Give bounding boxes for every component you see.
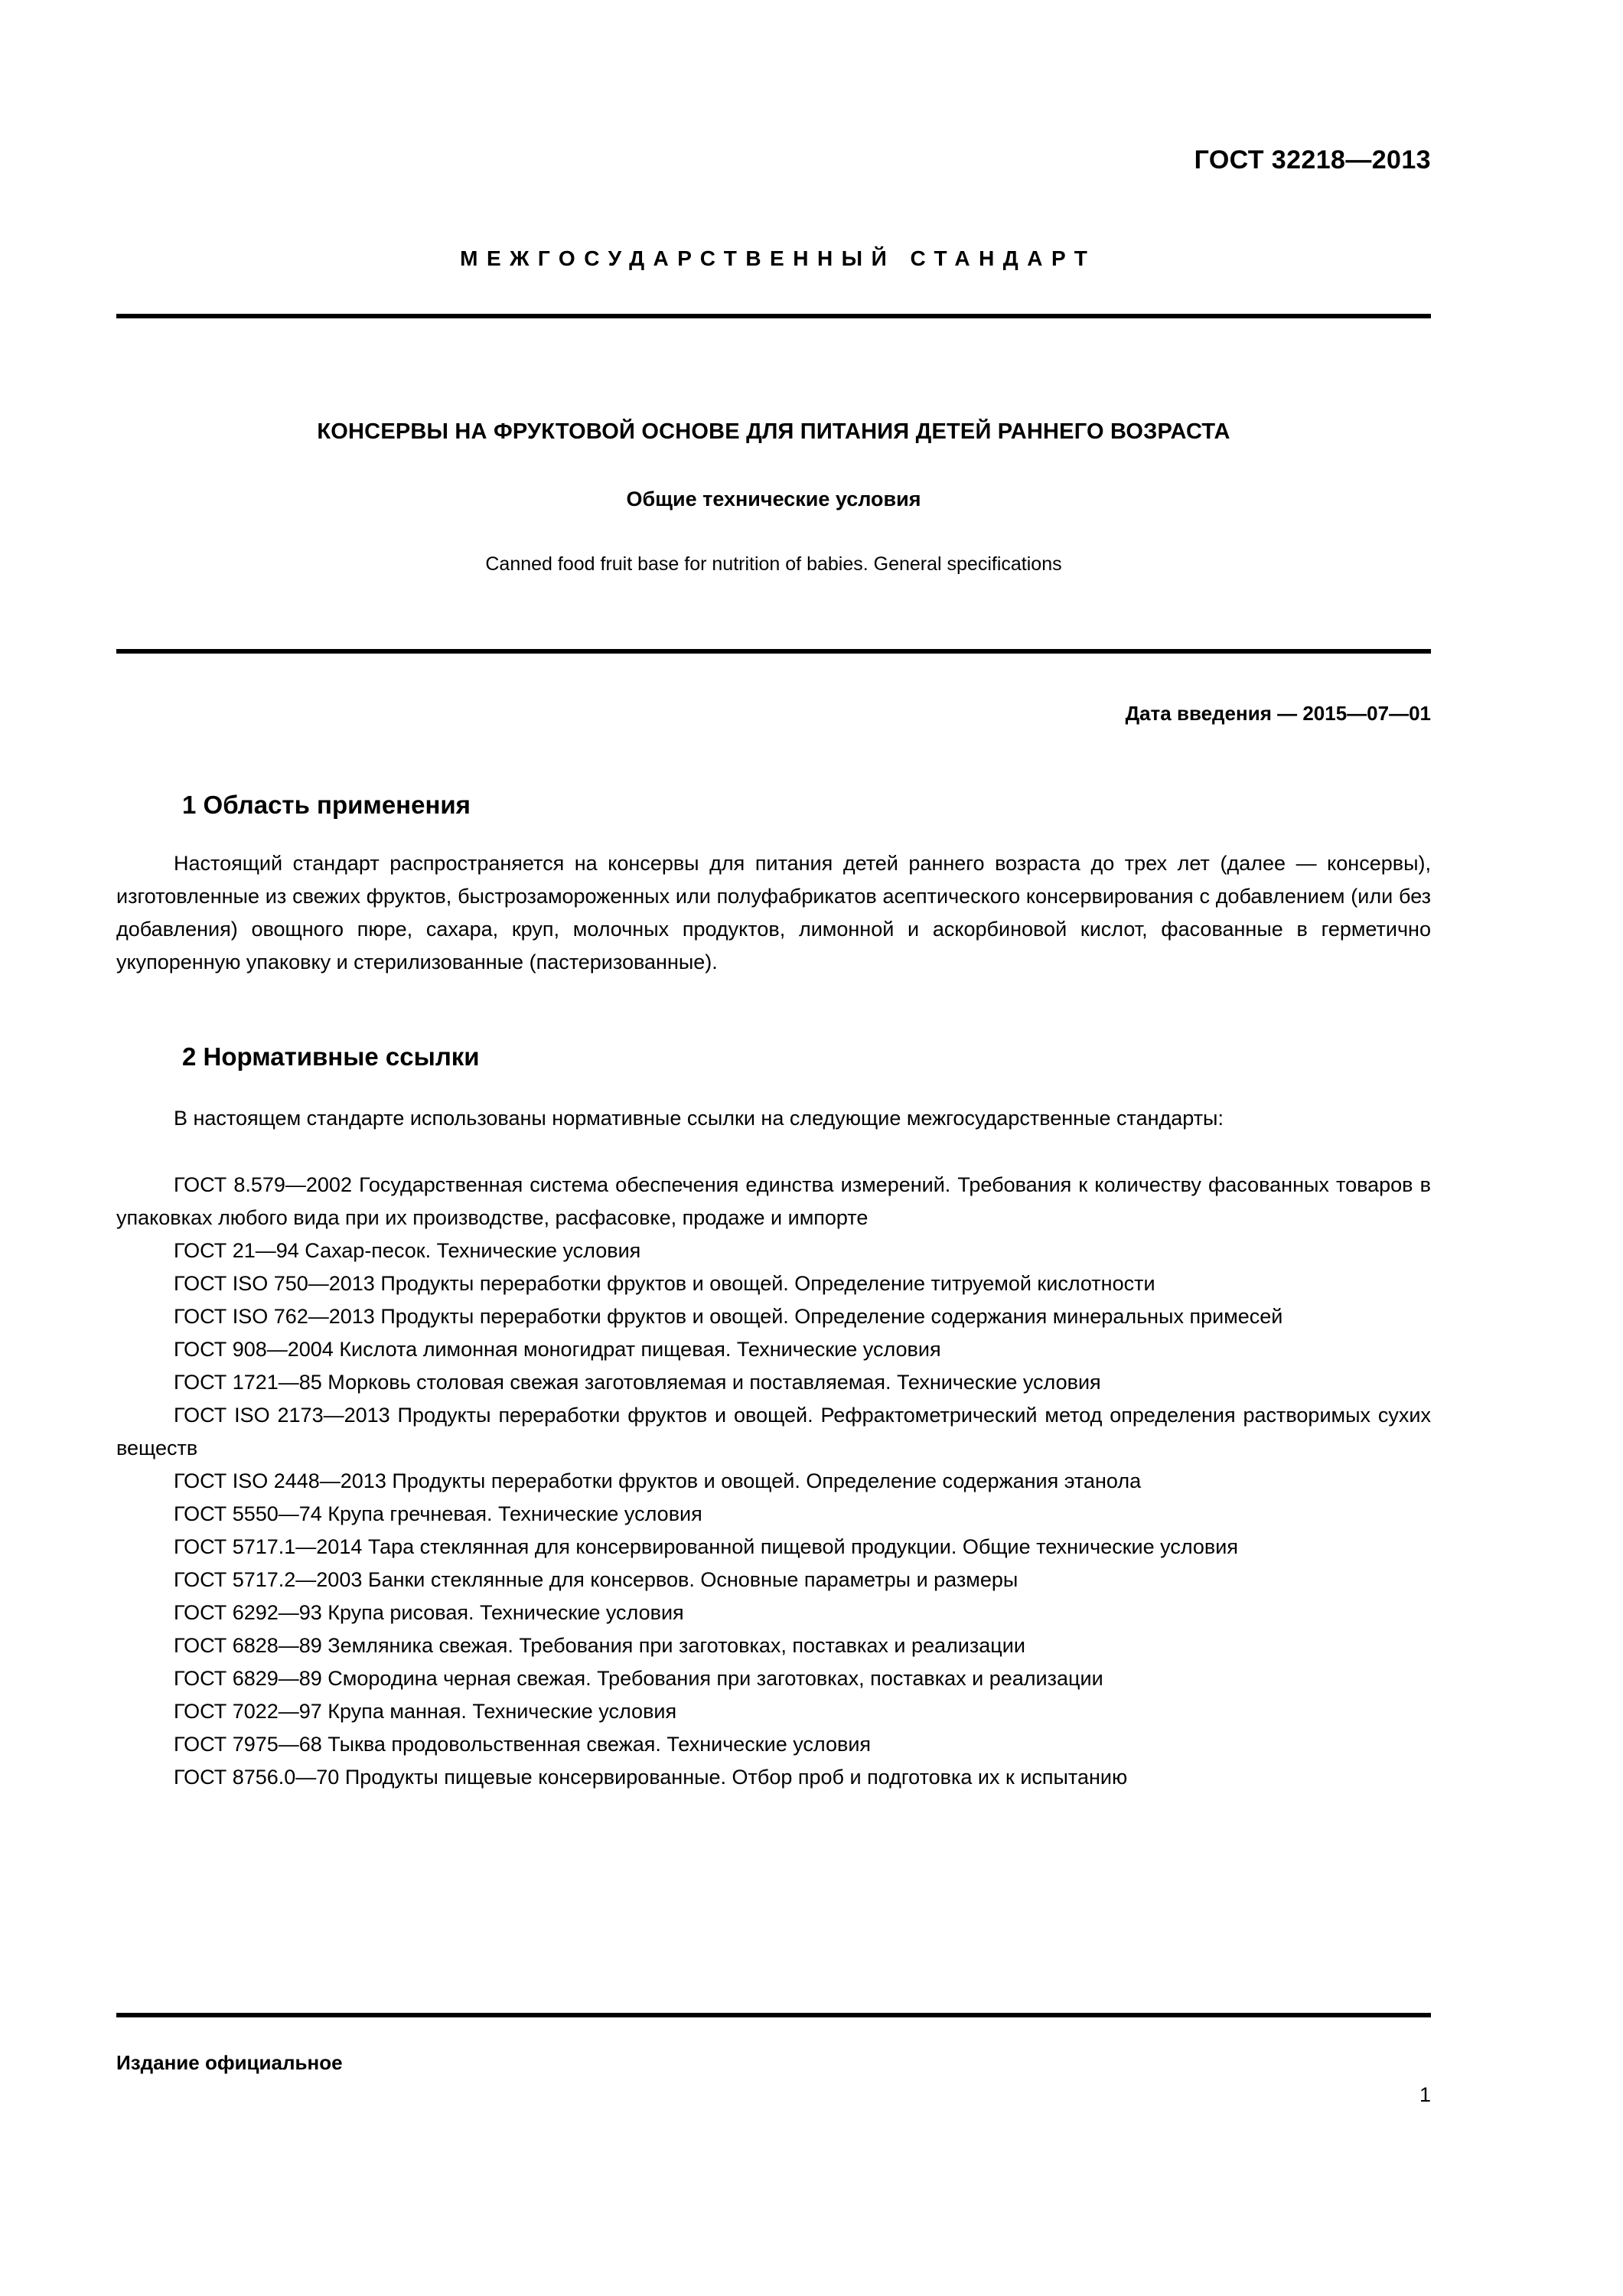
effective-date: Дата введения — 2015—07—01 xyxy=(1125,702,1431,725)
reference-item: ГОСТ 7022—97 Крупа манная. Технические условия xyxy=(174,1700,677,1723)
section-2-body: В настоящем стандарте использованы нормативные ссылки на следующие межгосударственные стандарты: xyxy=(174,1107,1224,1130)
section-2-heading: 2 Нормативные ссылки xyxy=(182,1042,480,1071)
reference-item: ГОСТ 8756.0—70 Продукты пищевые консервированные. Отбор проб и подготовка их к испытанию xyxy=(174,1766,1128,1789)
footer-divider-rule xyxy=(116,2013,1431,2017)
reference-item: ГОСТ 7975—68 Тыква продовольственная свежая. Технические условия xyxy=(174,1733,872,1756)
reference-item: ГОСТ 6829—89 Смородина черная свежая. Требования при заготовках, поставках и реализации xyxy=(174,1667,1103,1690)
reference-item: ГОСТ 908—2004 Кислота лимонная моногидрат пищевая. Технические условия xyxy=(174,1338,941,1361)
normative-references-list xyxy=(116,1169,1431,1794)
document-title: КОНСЕРВЫ НА ФРУКТОВОЙ ОСНОВЕ ДЛЯ ПИТАНИЯ ДЕТЕЙ РАННЕГО ВОЗРАСТА xyxy=(317,419,1230,444)
document-number: ГОСТ 32218—2013 xyxy=(1194,145,1431,174)
reference-item: ГОСТ ISO 762—2013 Продукты переработки фруктов и овощей. Определение содержания минеральных примесей xyxy=(174,1305,1283,1328)
page-number: 1 xyxy=(1419,2083,1431,2106)
reference-item: ГОСТ 21—94 Сахар-песок. Технические условия xyxy=(174,1239,641,1262)
reference-item: ГОСТ ISO 2173—2013 Продукты переработки фруктов и овощей. Рефрактометрический метод определения растворимых сухих веществ xyxy=(116,1404,1431,1459)
reference-item: ГОСТ 6828—89 Земляника свежая. Требования при заготовках, поставках и реализации xyxy=(174,1634,1025,1657)
reference-item: ГОСТ 1721—85 Морковь столовая свежая заготовляемая и поставляемая. Технические условия xyxy=(174,1371,1101,1394)
title-divider-rule xyxy=(116,649,1431,654)
section-1-body: Настоящий стандарт распространяется на консервы для питания детей раннего возраста до трех лет (далее — консервы), изготовленные из свежих фруктов, быстрозамороженных или полуфабрикатов асептического консервирования с добавлением (или без добавления) овощного пюре, сахара, круп, молочных продуктов, лимонной и аскорбиновой кислот, фасованные в герметично укупоренную упаковку и стерилизованные (пастеризованные). xyxy=(116,852,1431,974)
document-title-english: Canned food fruit base for nutrition of babies. General specifications xyxy=(485,553,1062,575)
standard-type-label: МЕЖГОСУДАРСТВЕННЫЙ СТАНДАРТ xyxy=(460,246,1097,270)
reference-item: ГОСТ 6292—93 Крупа рисовая. Технические условия xyxy=(174,1601,684,1624)
reference-item: ГОСТ 5717.2—2003 Банки стеклянные для консервов. Основные параметры и размеры xyxy=(174,1568,1018,1591)
reference-item: ГОСТ ISO 2448—2013 Продукты переработки фруктов и овощей. Определение содержания этанола xyxy=(174,1469,1142,1492)
section-1-heading: 1 Область применения xyxy=(182,791,471,819)
reference-item: ГОСТ 5550—74 Крупа гречневая. Технические условия xyxy=(174,1502,702,1525)
reference-item: ГОСТ 5717.1—2014 Тара стеклянная для консервированной пищевой продукции. Общие технические условия xyxy=(174,1535,1238,1558)
reference-item: ГОСТ 8.579—2002 Государственная система обеспечения единства измерений. Требования к количеству фасованных товаров в упаковках любого вида при их производстве, расфасовке, продаже и импорте xyxy=(116,1173,1431,1229)
document-subtitle: Общие технические условия xyxy=(626,488,921,510)
edition-note: Издание официальное xyxy=(116,2051,343,2074)
header-divider-rule xyxy=(116,314,1431,318)
reference-item: ГОСТ ISO 750—2013 Продукты переработки фруктов и овощей. Определение титруемой кислотности xyxy=(174,1272,1155,1295)
